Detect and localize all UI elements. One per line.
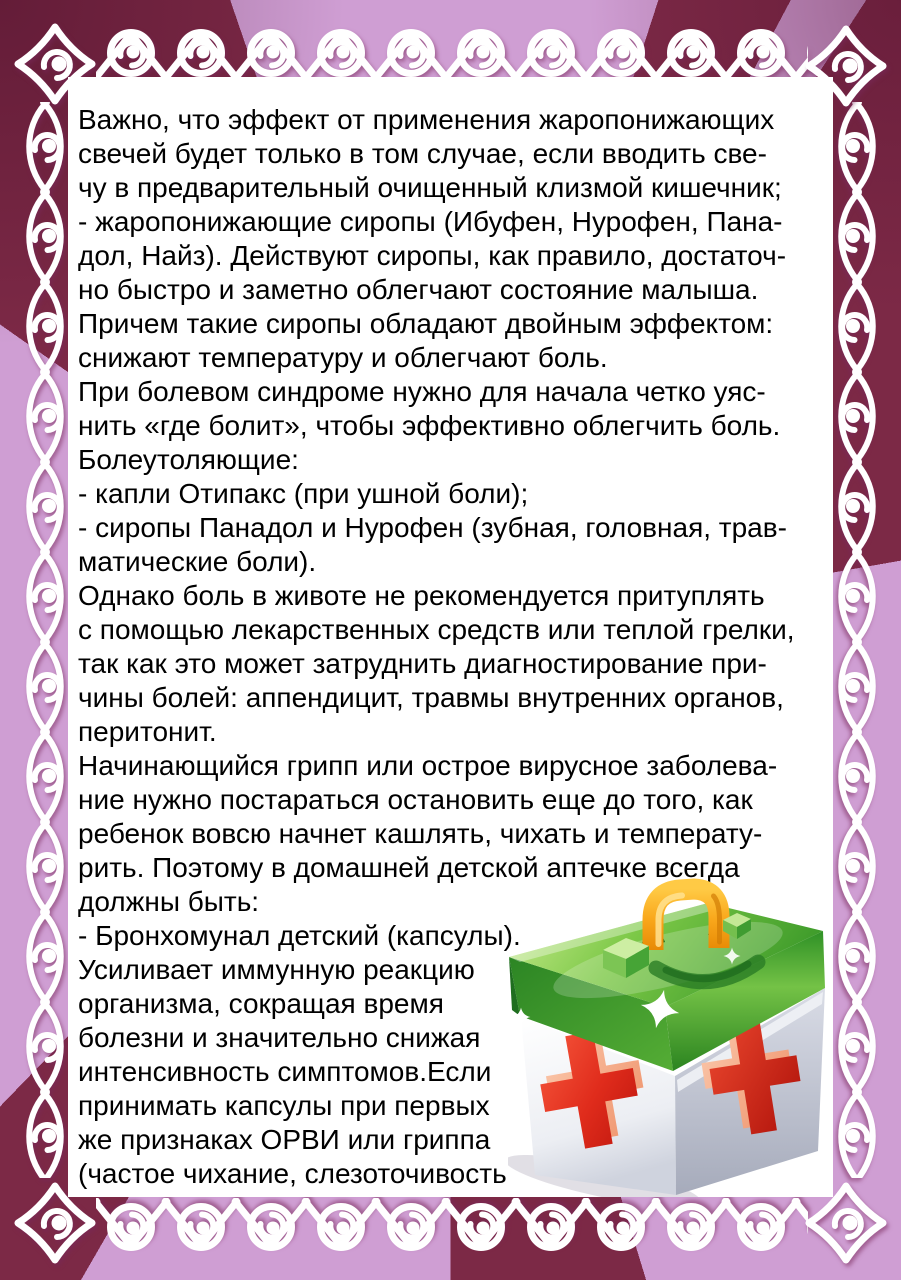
text-line: снижают температуру и облегчают боль. [78, 342, 608, 373]
text-line: Важно, что эффект от применения жаропонижающих [78, 104, 775, 135]
text-line: должны быть: [78, 886, 260, 917]
text-line: ние нужно постараться остановить еще до того, как [78, 784, 753, 815]
text-line: организма, сокращая время [78, 988, 444, 1019]
text-line: чины болей: аппендицит, травмы внутренних органов, [78, 682, 784, 713]
text-line: нить «где болит», чтобы эффективно облегчить боль. [78, 410, 781, 441]
first-aid-kit-icon [508, 876, 833, 1197]
text-line: так как это может затруднить диагностирование при- [78, 648, 767, 679]
text-line: - жаропонижающие сиропы (Ибуфен, Нурофен, Пана- [78, 206, 783, 237]
text-line: матические боли). [78, 546, 317, 577]
page-card [68, 77, 833, 1197]
text-line: Начинающийся грипп или острое вирусное заболева- [78, 750, 778, 781]
text-line: ребенок вовсю начнет кашлять, чихать и температу- [78, 818, 763, 849]
text-line: (частое чихание, слезоточивость [78, 1158, 507, 1189]
text-line: Однако боль в животе не рекомендуется притуплять [78, 580, 765, 611]
border-bottom-ornament [96, 1198, 808, 1258]
text-line: Болеутоляющие: [78, 444, 299, 475]
border-left-ornament [16, 102, 74, 1178]
text-line: свечей будет только в том случае, если вводить све- [78, 138, 767, 169]
text-line: болезни и значительно снижая [78, 1022, 481, 1053]
text-line: Усиливает иммунную реакцию [78, 954, 475, 985]
text-line: Причем такие сиропы обладают двойным эффектом: [78, 308, 774, 339]
text-line: рить. Поэтому в домашней детской аптечке всегда [78, 852, 740, 883]
text-line: перитонит. [78, 716, 217, 747]
text-line: же признаках ОРВИ или гриппа [78, 1124, 491, 1155]
text-line: - сиропы Панадол и Нурофен (зубная, головная, трав- [78, 512, 787, 543]
text-line: - капли Отипакс (при ушной боли); [78, 478, 529, 509]
text-line: При болевом синдроме нужно для начала четко уяс- [78, 376, 766, 407]
text-line: но быстро и заметно облегчают состояние малыша. [78, 274, 759, 305]
text-line: - Бронхомунал детский (капсулы). [78, 920, 521, 951]
text-line: интенсивность симптомов.Если [78, 1056, 492, 1087]
text-line: чу в предварительный очищенный клизмой кишечник; [78, 172, 782, 203]
border-right-ornament [828, 102, 886, 1178]
text-line: с помощью лекарственных средств или теплой грелки, [78, 614, 795, 645]
text-line: принимать капсулы при первых [78, 1090, 490, 1121]
text-line: дол, Найз). Действуют сиропы, как правило, достаточ- [78, 240, 787, 271]
border-top-ornament [96, 22, 808, 82]
